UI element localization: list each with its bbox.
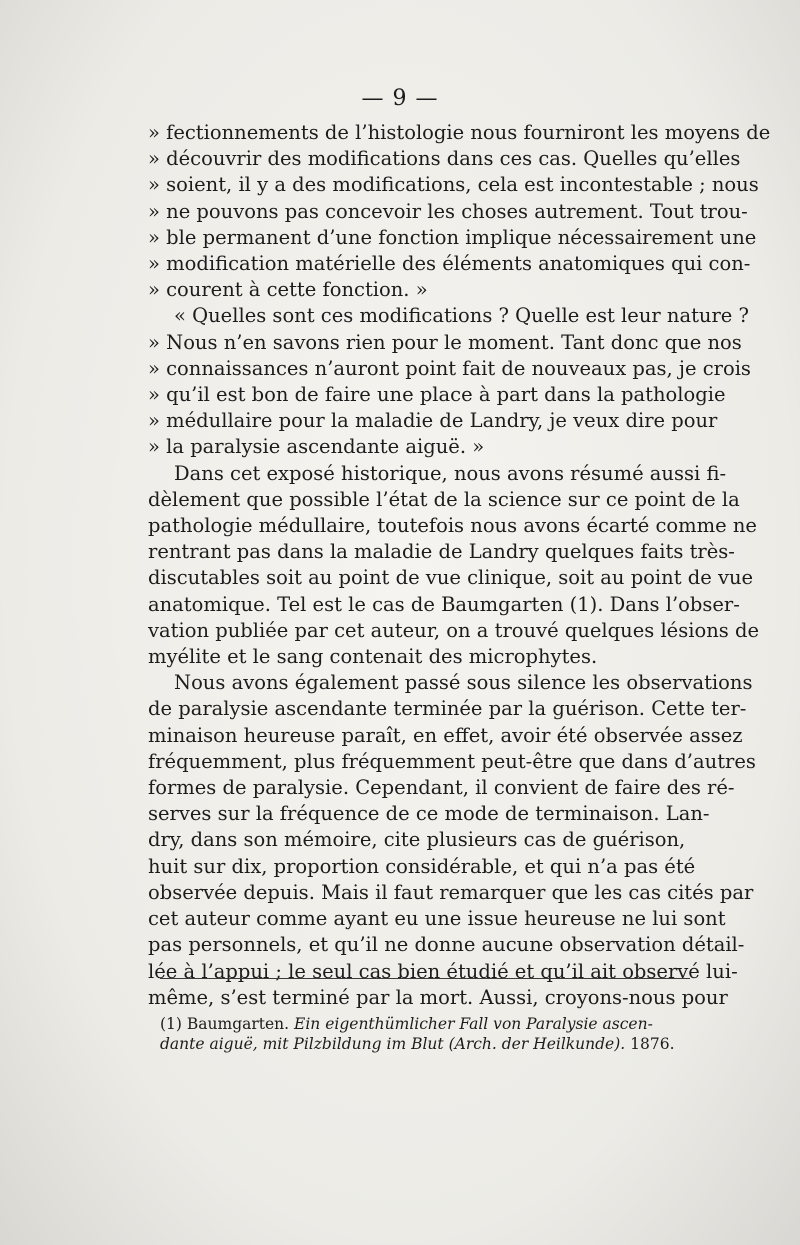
- text-line: Dans cet exposé historique, nous avons résumé aussi fi-: [174, 461, 727, 485]
- text-line: » modification matérielle des éléments anatomiques qui con-: [148, 252, 751, 276]
- text-line: minaison heureuse paraît, en effet, avoir été observée assez: [148, 723, 743, 747]
- text-line: formes de paralysie. Cependant, il convient de faire des ré-: [148, 776, 735, 800]
- text-line: rentrant pas dans la maladie de Landry quelques faits très-: [148, 540, 735, 564]
- text-line: huit sur dix, proportion considérable, et qui n’a pas été: [148, 854, 696, 878]
- footnote: [160, 1014, 690, 1054]
- text-line: « Quelles sont ces modifications ? Quelle est leur nature ?: [174, 304, 750, 328]
- text-line: pathologie médullaire, toutefois nous avons écarté comme ne: [148, 514, 757, 538]
- footnote-line: [160, 1034, 690, 1054]
- text-line: myélite et le sang contenait des microphytes.: [148, 645, 598, 669]
- body-text: [148, 120, 771, 1011]
- text-line: » courent à cette fonction. »: [148, 278, 428, 302]
- text-line: vation publiée par cet auteur, on a trouvé quelques lésions de: [148, 618, 759, 642]
- text-line: discutables soit au point de vue clinique, soit au point de vue: [148, 566, 754, 590]
- footnote-reference: (1) Baumgarten.: [160, 1015, 290, 1033]
- text-line: » ne pouvons pas concevoir les choses autrement. Tout trou-: [148, 199, 748, 223]
- text-line: » la paralysie ascendante aiguë. »: [148, 435, 485, 459]
- text-line: » connaissances n’auront point fait de nouveaux pas, je crois: [148, 356, 751, 380]
- text-line: pas personnels, et qu’il ne donne aucune observation détail-: [148, 933, 745, 957]
- page-number: — 9 —: [361, 86, 439, 111]
- text-line: lée à l’appui ; le seul cas bien étudié et qu’il ait observé lui-: [148, 959, 738, 983]
- text-line: » ble permanent d’une fonction implique nécessairement une: [148, 225, 757, 249]
- text-line: anatomique. Tel est le cas de Baumgarten (1). Dans l’obser-: [148, 592, 740, 616]
- footnote-line: [160, 1014, 690, 1034]
- text-line: » soient, il y a des modifications, cela est incontestable ; nous: [148, 173, 759, 197]
- text-line: » qu’il est bon de faire une place à part dans la pathologie: [148, 383, 726, 407]
- footnote-year: 1876.: [630, 1035, 675, 1053]
- text-line: » fectionnements de l’histologie nous fourniront les moyens de: [148, 121, 771, 144]
- footnote-source: (Arch. der Heilkunde).: [448, 1035, 626, 1053]
- text-line: même, s’est terminé par la mort. Aussi, croyons-nous pour: [148, 985, 728, 1009]
- text-line: » médullaire pour la maladie de Landry, je veux dire pour: [148, 409, 718, 433]
- text-line: fréquemment, plus fréquemment peut-être que dans d’autres: [148, 749, 756, 773]
- text-line: de paralysie ascendante terminée par la guérison. Cette ter-: [148, 697, 747, 721]
- text-line: cet auteur comme ayant eu une issue heureuse ne lui sont: [148, 907, 726, 931]
- text-line: Nous avons également passé sous silence les observations: [174, 671, 753, 695]
- footnote-divider: [160, 978, 690, 979]
- text-line: » Nous n’en savons rien pour le moment. Tant donc que nos: [148, 330, 742, 354]
- text-line: dry, dans son mémoire, cite plusieurs cas de guérison,: [148, 828, 686, 852]
- footnote-title: Ein eigenthümlicher Fall von Paralysie ascen-: [294, 1015, 653, 1033]
- text-line: serves sur la fréquence de ce mode de terminaison. Lan-: [148, 802, 710, 826]
- text-line: » découvrir des modifications dans ces cas. Quelles qu’elles: [148, 147, 741, 171]
- text-line: dèlement que possible l’état de la science sur ce point de la: [148, 487, 740, 511]
- footnote-title-continued: dante aiguë, mit Pilzbildung im Blut: [160, 1035, 444, 1053]
- text-line: observée depuis. Mais il faut remarquer que les cas cités par: [148, 880, 754, 904]
